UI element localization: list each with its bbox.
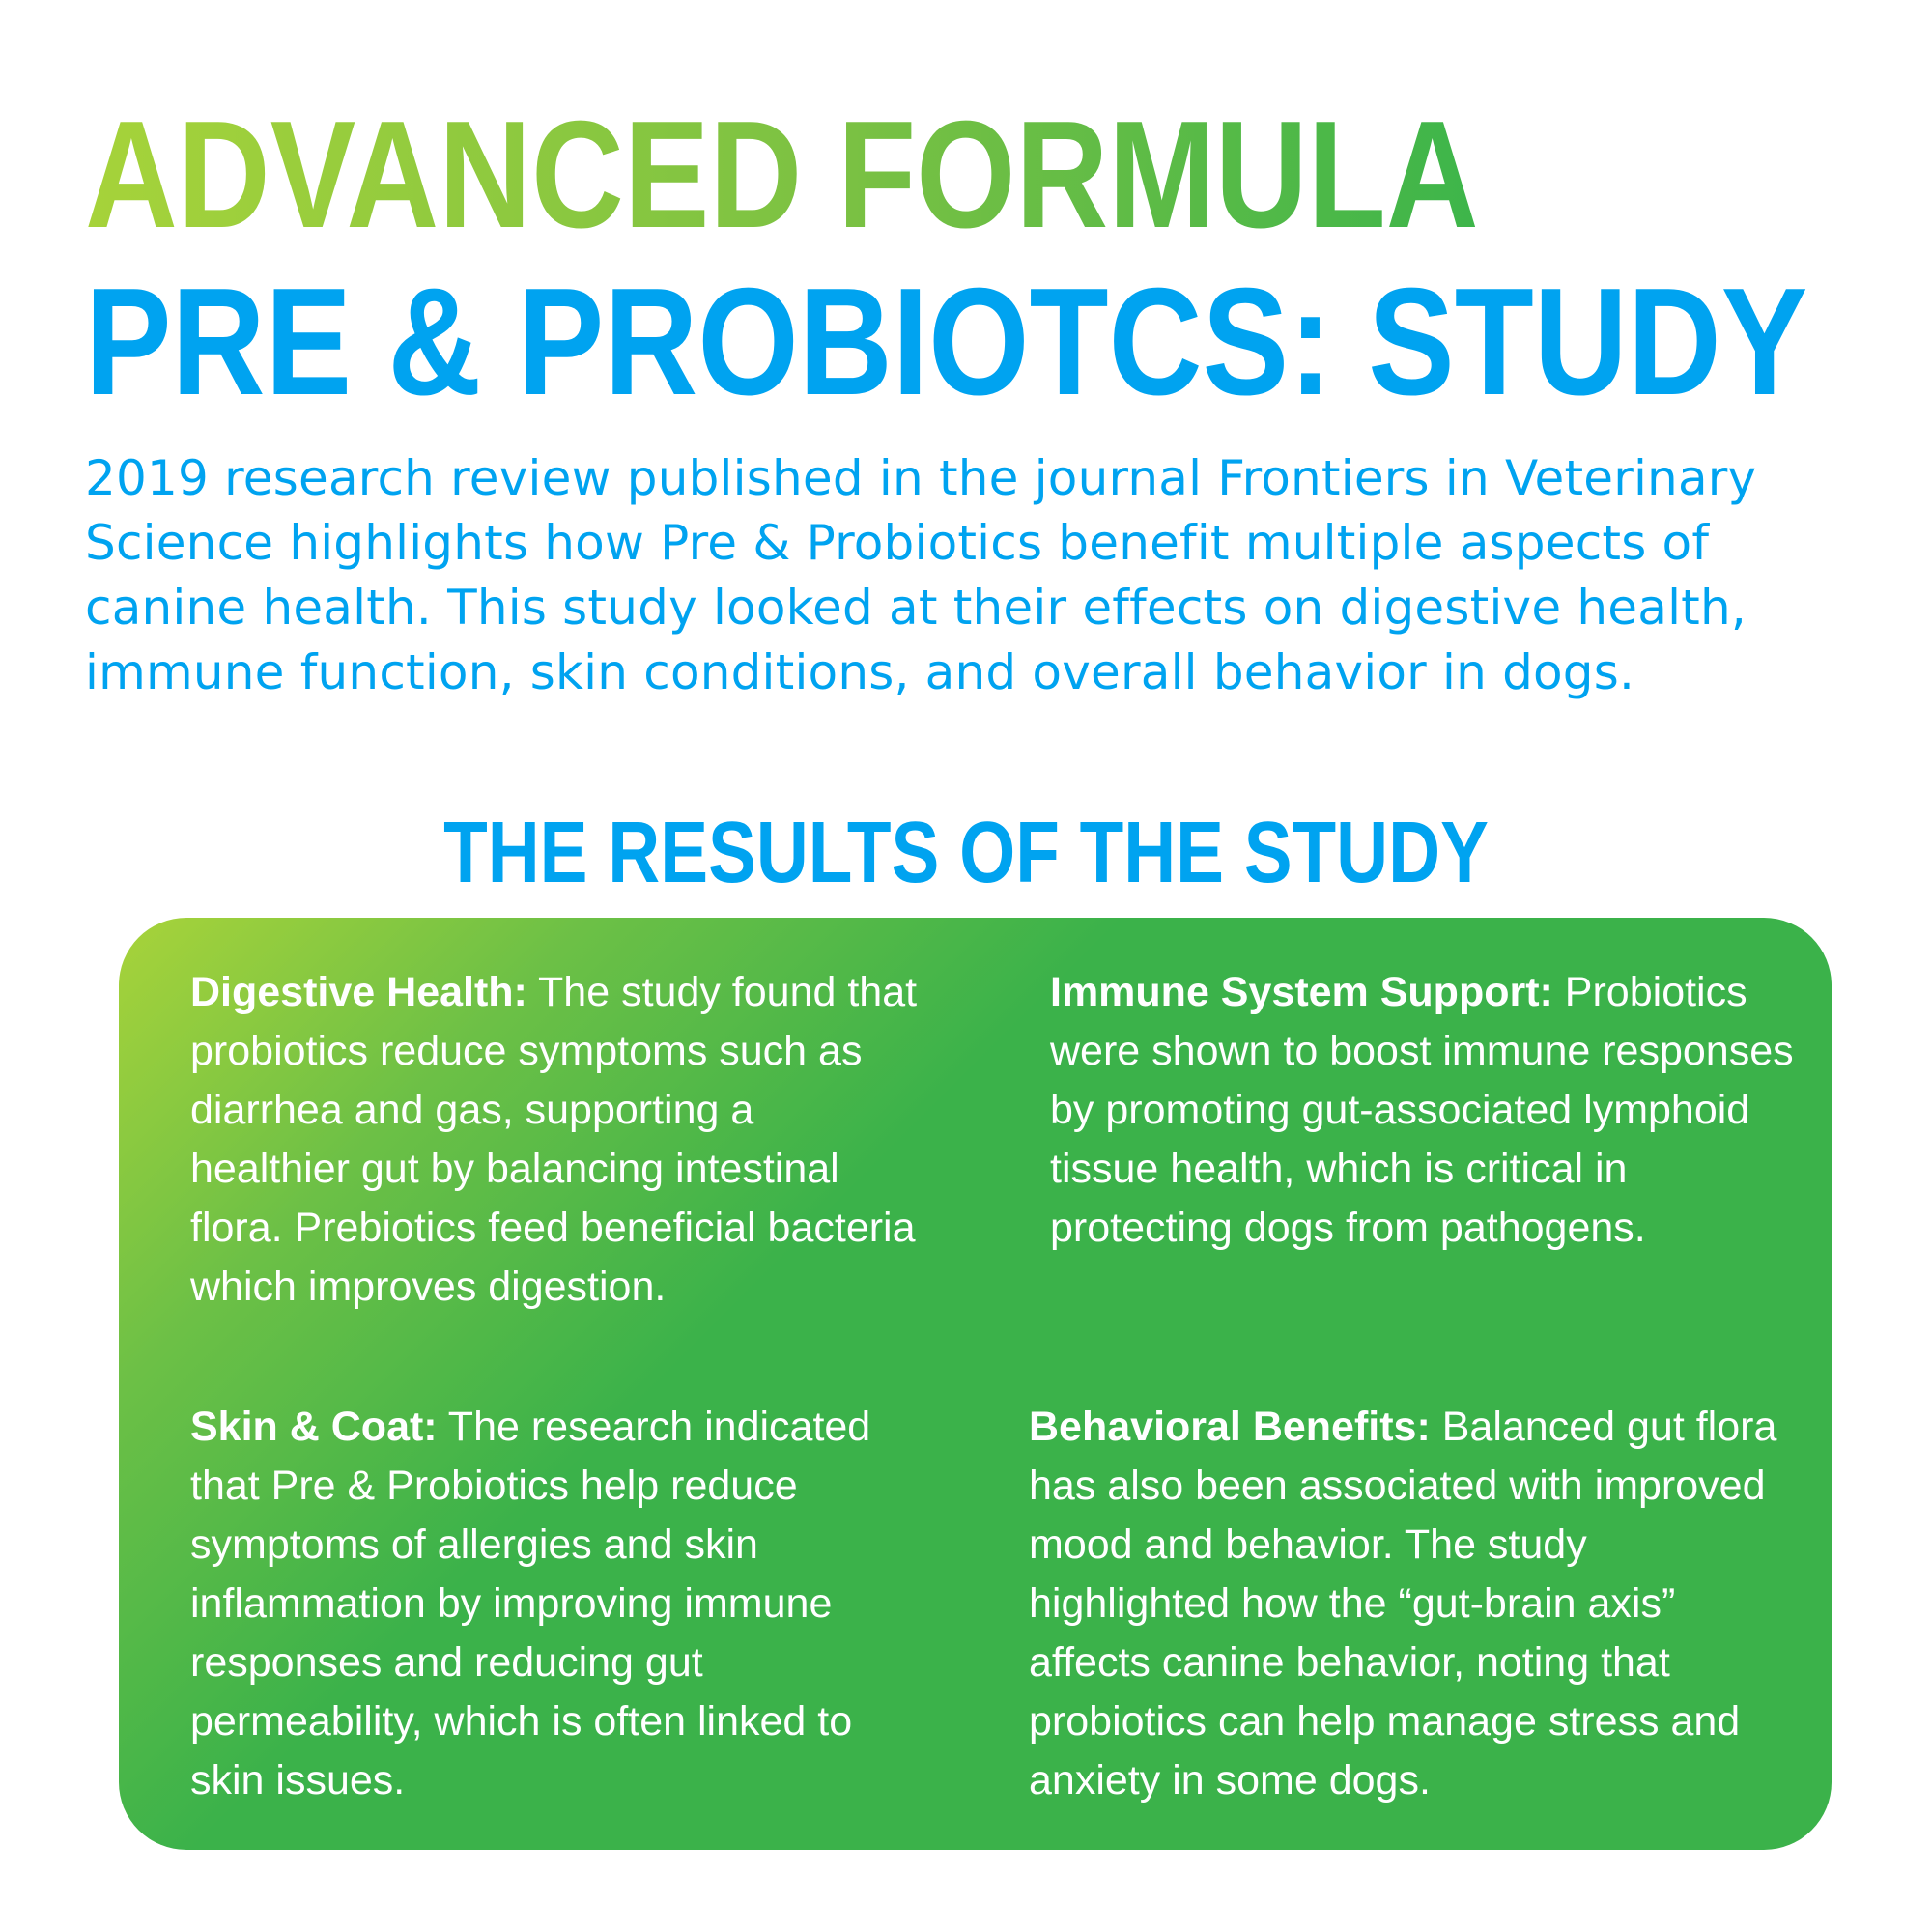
result-term: Skin & Coat: xyxy=(190,1404,438,1450)
result-text: Balanced gut flora has also been associated with improved mood and behavior. The study highlighted how the “gut-brain axis” affects canine behavior, noting that probiotics can help manage stress and anxiety in some dogs. xyxy=(1029,1404,1777,1804)
result-term: Immune System Support: xyxy=(1050,969,1553,1015)
headline-advanced-formula: ADVANCED FORMULA xyxy=(85,90,1479,260)
result-text: The research indicated that Pre & Probiotics help reduce symptoms of allergies and skin inflammation by improving immune responses and reducing gut permeability, which is often linked to skin issues. xyxy=(190,1404,871,1804)
result-digestive-health xyxy=(190,963,924,1317)
result-term: Behavioral Benefits: xyxy=(1029,1404,1431,1450)
headline-pre-probiotics-study: PRE & PROBIOTCS: STUDY xyxy=(85,257,1808,427)
intro-paragraph: 2019 research review published in the journal Frontiers in Veterinary Science highlights how Pre & Probiotics benefit multiple aspects of canine health. This study looked at their effects on digestive health, immune function, skin conditions, and overall behavior in dogs. xyxy=(85,450,1757,700)
result-term: Digestive Health: xyxy=(190,969,527,1015)
result-text: The study found that probiotics reduce symptoms such as diarrhea and gas, supporting a healthier gut by balancing intestinal flora. Prebiotics feed beneficial bacteria which improves digestion. xyxy=(190,969,918,1310)
results-title: THE RESULTS OF THE STUDY xyxy=(443,805,1489,901)
result-text: Probiotics were shown to boost immune responses by promoting gut-associated lymphoid tissue health, which is critical in protecting dogs from pathogens. xyxy=(1050,969,1794,1251)
result-behavioral-benefits xyxy=(1029,1398,1792,1810)
result-immune-system-support xyxy=(1050,963,1794,1258)
result-skin-coat xyxy=(190,1398,924,1810)
